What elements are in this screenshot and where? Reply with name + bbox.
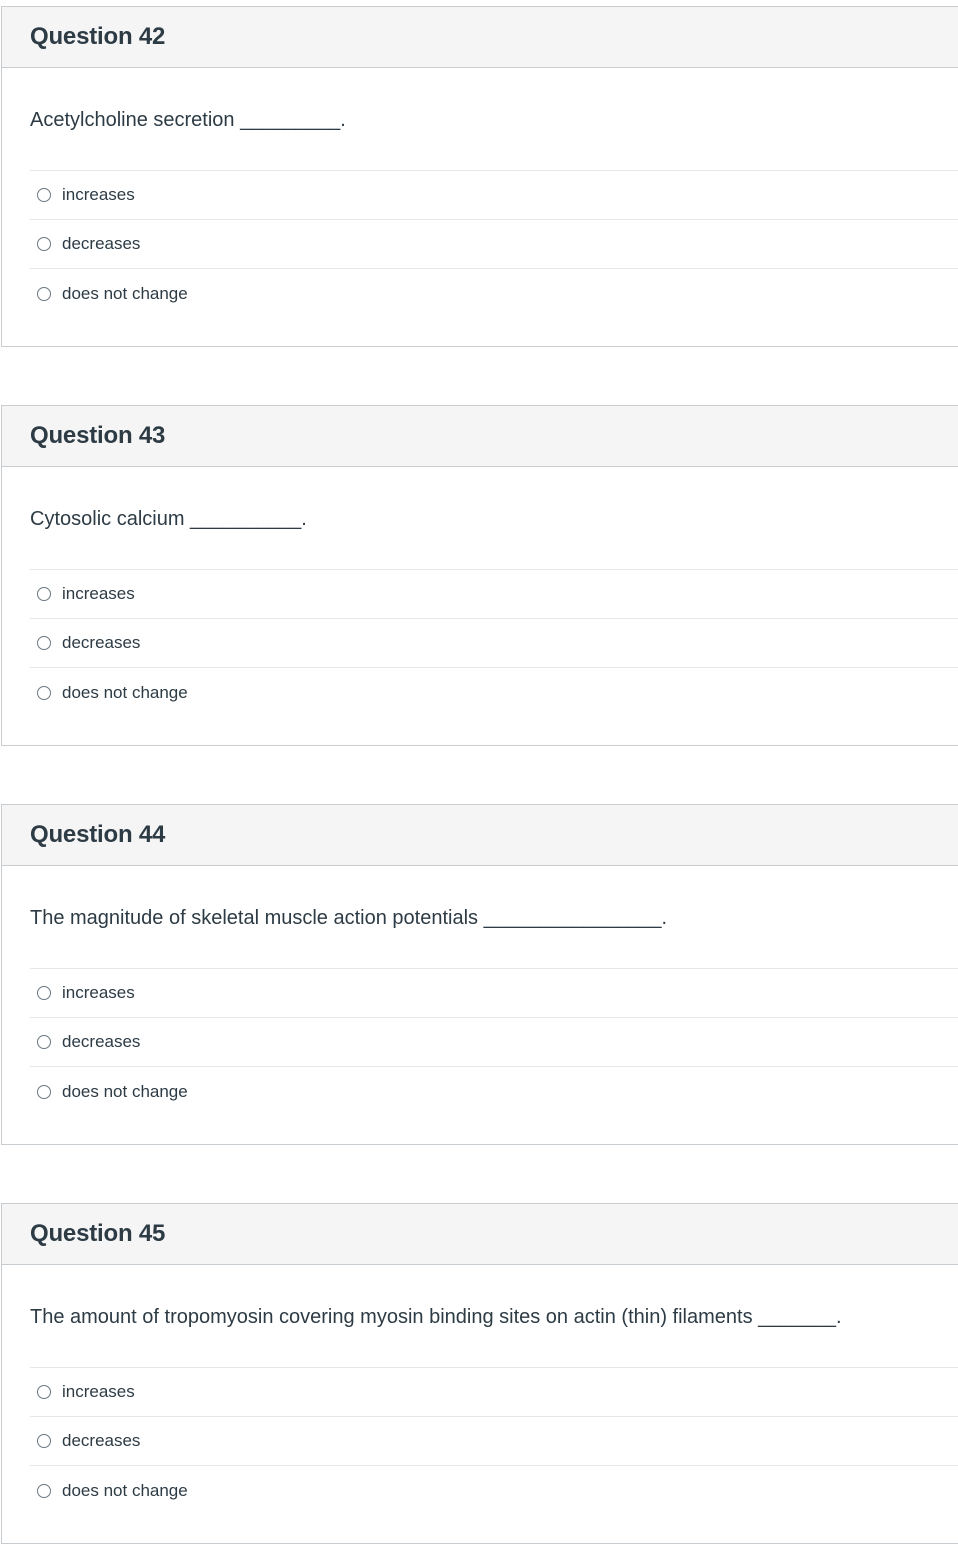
question-43	[1, 405, 958, 746]
answer-label[interactable]: decreases	[62, 1431, 141, 1450]
question-body	[2, 866, 958, 1116]
question-42	[1, 6, 958, 347]
question-body	[2, 467, 958, 717]
answer-label[interactable]: increases	[62, 185, 135, 204]
answer-label[interactable]: increases	[62, 584, 135, 603]
question-text: The magnitude of skeletal muscle action potentials ________________.	[30, 907, 668, 929]
radio-circle-icon[interactable]	[37, 237, 51, 251]
answer-option-does-not-change[interactable]	[30, 1067, 958, 1116]
answer-label[interactable]: decreases	[62, 633, 141, 652]
radio-circle-icon[interactable]	[37, 587, 51, 601]
radio-circle-icon[interactable]	[37, 188, 51, 202]
radio-circle-icon[interactable]	[37, 686, 51, 700]
answer-list	[30, 968, 958, 1116]
question-text: Cytosolic calcium __________.	[30, 508, 307, 530]
radio-circle-icon[interactable]	[37, 287, 51, 301]
answer-label[interactable]: does not change	[62, 283, 188, 303]
question-45	[1, 1203, 958, 1544]
answer-label[interactable]: does not change	[62, 1081, 188, 1101]
answer-option-increases[interactable]	[30, 1368, 958, 1417]
answer-option-increases[interactable]	[30, 171, 958, 220]
answer-option-decreases[interactable]	[30, 619, 958, 668]
question-title: Question 45	[30, 1220, 166, 1247]
radio-circle-icon[interactable]	[37, 1085, 51, 1099]
question-header	[2, 1204, 958, 1265]
question-body	[2, 1265, 958, 1515]
question-title: Question 43	[30, 422, 166, 449]
question-header	[2, 7, 958, 68]
answer-label[interactable]: decreases	[62, 234, 141, 253]
answer-option-decreases[interactable]	[30, 220, 958, 269]
answer-list	[30, 569, 958, 717]
question-title: Question 42	[30, 23, 166, 50]
question-text: Acetylcholine secretion _________.	[30, 109, 346, 131]
answer-label[interactable]: increases	[62, 983, 135, 1002]
answer-label[interactable]: increases	[62, 1382, 135, 1401]
radio-circle-icon[interactable]	[37, 1035, 51, 1049]
answer-label[interactable]: does not change	[62, 1480, 188, 1500]
question-header	[2, 406, 958, 467]
answer-list	[30, 1367, 958, 1515]
answer-label[interactable]: does not change	[62, 682, 188, 702]
question-body	[2, 68, 958, 318]
answer-option-increases[interactable]	[30, 570, 958, 619]
radio-circle-icon[interactable]	[37, 1484, 51, 1498]
question-header	[2, 805, 958, 866]
answer-option-does-not-change[interactable]	[30, 668, 958, 717]
answer-option-increases[interactable]	[30, 969, 958, 1018]
radio-circle-icon[interactable]	[37, 636, 51, 650]
answer-list	[30, 170, 958, 318]
question-text: The amount of tropomyosin covering myosin binding sites on actin (thin) filaments _______.	[30, 1306, 842, 1328]
radio-circle-icon[interactable]	[37, 1385, 51, 1399]
answer-option-decreases[interactable]	[30, 1417, 958, 1466]
answer-option-does-not-change[interactable]	[30, 1466, 958, 1515]
answer-option-decreases[interactable]	[30, 1018, 958, 1067]
question-title: Question 44	[30, 821, 166, 848]
answer-option-does-not-change[interactable]	[30, 269, 958, 318]
question-44	[1, 804, 958, 1145]
radio-circle-icon[interactable]	[37, 1434, 51, 1448]
radio-circle-icon[interactable]	[37, 986, 51, 1000]
answer-label[interactable]: decreases	[62, 1032, 141, 1051]
